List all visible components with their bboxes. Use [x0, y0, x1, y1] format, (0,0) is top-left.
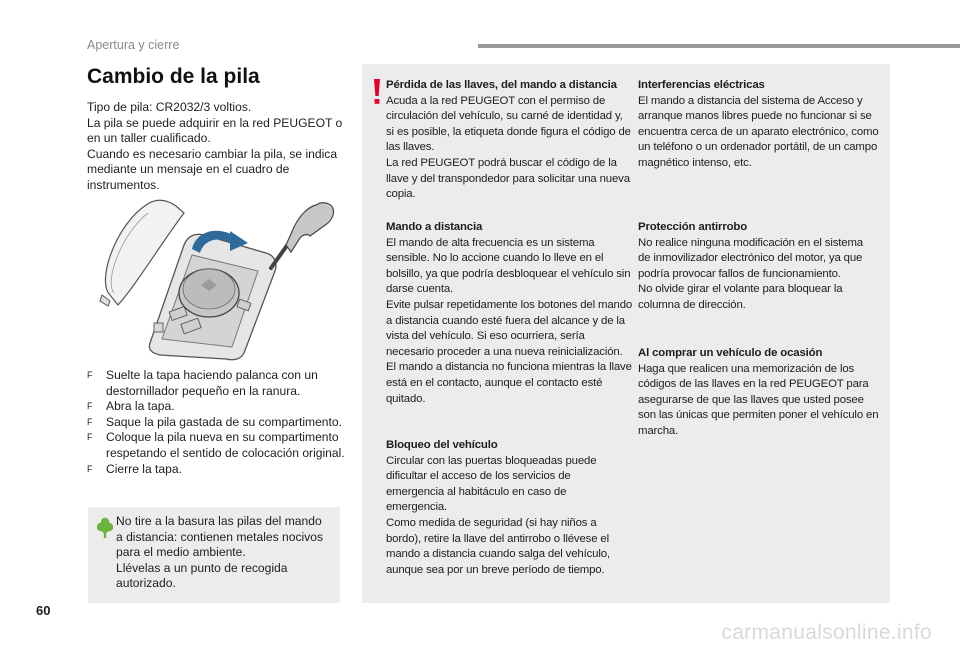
bullet-icon: F — [87, 401, 93, 412]
block-title: Mando a distancia — [386, 221, 483, 233]
bullet-icon: F — [87, 416, 93, 427]
key-battery-illustration — [88, 193, 338, 361]
watermark: carmanualsonline.info — [721, 621, 932, 644]
block-title: Al comprar un vehículo de ocasión — [638, 347, 823, 359]
bullet-icon: F — [87, 463, 93, 474]
block-title: Pérdida de las llaves, del mando a distancia — [386, 79, 617, 91]
intro-message: Cuando es necesario cambiar la pila, se indica mediante un mensaje en el cuadro de instrumentos. — [87, 146, 338, 192]
list-item — [87, 399, 349, 415]
page-title: Cambio de la pila — [87, 65, 260, 88]
bullet-icon: F — [87, 432, 93, 443]
tree-icon — [97, 517, 113, 539]
info-block-interference — [638, 78, 882, 172]
info-block-lost-keys — [386, 78, 632, 203]
left-column — [87, 64, 343, 194]
block-text: Haga que realicen una memorización de los códigos de las llaves en la red PEUGEOT para asegurarse de que las llaves que usted posee son las únicas que permiten poner el vehículo en marcha. — [638, 362, 879, 437]
list-item — [87, 368, 349, 399]
block-text: Circular con las puertas bloqueadas puede dificultar el acceso de los servicios de emergencia al habitáculo en caso de emergencia. Como medida de seguridad (si hay niños a bordo), retire la llave del antirrobo o llévese el mando a distancia cuando salga del vehículo, aunque sea por un breve período de tiempo. — [386, 454, 610, 576]
step-text: Saque la pila gastada de su compartimento. — [106, 414, 342, 429]
section-header: Apertura y cierre — [87, 38, 180, 52]
block-text: El mando a distancia del sistema de Acceso y arranque manos libres puede no funcionar si se encuentra cerca de un aparato electrónico, como un teléfono o un ordenador portátil, de un campo magnético intenso, etc. — [638, 94, 879, 169]
header-bar — [478, 44, 960, 48]
page-number: 60 — [36, 603, 51, 618]
intro-battery-type: Tipo de pila: CR2032/3 voltios. — [87, 100, 252, 114]
eco-note-text: No tire a la basura las pilas del mando a distancia: contienen metales nocivos para el medio ambiente. Llévelas a un punto de recogida autorizado. — [116, 514, 324, 591]
block-text: El mando de alta frecuencia es un sistema sensible. No lo accione cuando lo lleve en el bolsillo, ya que podría desbloquear el vehículo sin darse cuenta. Evite pulsar repetidamente los botones del mando a distancia cuando esté fuera del alcance y de la vista del vehículo. Si eso ocurriera, sería necesario proceder a una nueva reinicialización. El mando a distancia no funciona mientras la llave está en el contacto, aunque el contacto esté quitado. — [386, 236, 633, 405]
block-title: Interferencias eléctricas — [638, 79, 765, 91]
list-item — [87, 430, 349, 461]
eco-note-box — [88, 507, 340, 603]
intro-purchase: La pila se puede adquirir en la red PEUGEOT o en un taller cualificado. — [87, 115, 343, 146]
info-block-locking — [386, 438, 626, 578]
list-item — [87, 462, 349, 478]
block-title: Bloqueo del vehículo — [386, 439, 498, 451]
info-block-antitheft — [638, 220, 878, 314]
block-text: No realice ninguna modificación en el sistema de inmovilizador electrónico del motor, ya que podría provocar fallos de funcionamiento. No olvide girar el volante para bloquear la columna de dirección. — [638, 236, 863, 311]
info-block-remote — [386, 220, 634, 407]
step-text: Coloque la pila nueva en su compartimento respetando el sentido de colocación original. — [106, 430, 345, 460]
list-item — [87, 415, 349, 431]
step-text: Suelte la tapa haciendo palanca con un destornillador pequeño en la ranura. — [106, 368, 318, 398]
steps-list — [87, 368, 349, 477]
step-text: Cierre la tapa. — [106, 461, 182, 476]
block-title: Protección antirrobo — [638, 221, 748, 233]
exclamation-icon — [372, 79, 382, 105]
info-block-used-vehicle — [638, 346, 882, 440]
info-panel — [362, 64, 890, 603]
bullet-icon: F — [87, 370, 93, 380]
block-text: Acuda a la red PEUGEOT con el permiso de circulación del vehículo, su carné de identidad y, si es posible, la etiqueta donde figura el código de las llaves. La red PEUGEOT podrá buscar el código de la llave y del transpondedor para solicitar una nueva copia. — [386, 94, 631, 201]
step-text: Abra la tapa. — [106, 399, 175, 414]
